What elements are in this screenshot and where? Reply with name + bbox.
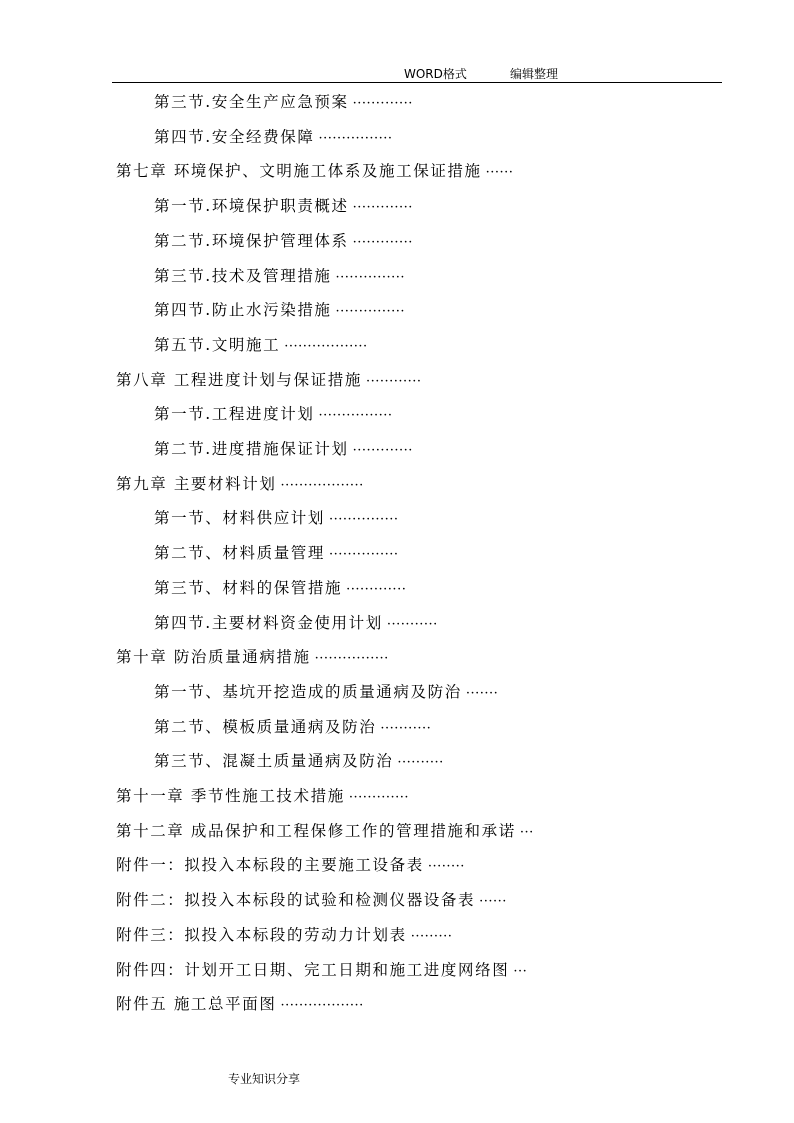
toc-entry-title: 第二节、材料质量管理 [154,544,326,563]
toc-entry-title: 附件二：拟投入本标段的试验和检测仪器设备表 [116,891,476,910]
toc-chapter-entry[interactable] [116,161,513,183]
toc-entry-leader-dots: ··············· [329,512,399,528]
toc-section-entry[interactable] [154,508,399,530]
toc-entry-title: 附件一：拟投入本标段的主要施工设备表 [116,856,424,875]
toc-entry-title: 第二节.环境保护管理体系 [154,231,349,250]
toc-section-entry[interactable] [154,300,405,322]
toc-chapter-entry[interactable] [116,855,465,877]
toc-entry-leader-dots: ··········· [380,720,432,736]
toc-chapter-entry[interactable] [116,786,409,808]
toc-entry-title: 第四节.防止水污染措施 [154,301,332,320]
toc-entry-leader-dots: ············· [352,200,413,216]
toc-entry-leader-dots: ··· [513,963,528,979]
toc-section-entry[interactable] [154,335,368,357]
toc-entry-leader-dots: ······ [479,894,507,910]
toc-entry-leader-dots: ············· [346,581,407,597]
toc-entry-leader-dots: ················ [318,408,393,424]
toc-entry-title: 第十一章 季节性施工技术措施 [116,787,345,805]
toc-entry-leader-dots: ·················· [280,998,364,1014]
toc-entry-title: 附件三：拟投入本标段的劳动力计划表 [116,925,407,944]
toc-section-entry[interactable] [154,613,438,635]
toc-entry-leader-dots: ··············· [335,269,406,285]
toc-chapter-entry[interactable] [116,370,422,392]
header-format-label: WORD格式 [404,67,467,81]
toc-section-entry[interactable] [154,543,399,565]
toc-entry-leader-dots: ············· [352,234,413,250]
toc-entry-title: 第九章 主要材料计划 [116,474,277,493]
toc-entry-title: 第二节.进度措施保证计划 [154,440,349,458]
toc-entry-title: 第一节.工程进度计划 [154,405,315,424]
toc-entry-leader-dots: ··· [519,824,534,840]
page-footer: 专业知识分享 [228,1072,301,1086]
toc-section-entry[interactable] [154,682,498,704]
toc-entry-title: 第一节.环境保护职责概述 [154,197,349,216]
toc-entry-title: 第三节.安全生产应急预案 [154,93,349,111]
toc-section-entry[interactable] [154,439,413,461]
toc-entry-title: 第一节、材料供应计划 [154,509,326,528]
toc-entry-leader-dots: ······ [485,165,514,181]
toc-entry-title: 附件五 施工总平面图 [116,995,277,1014]
toc-section-entry[interactable] [154,578,406,600]
toc-entry-leader-dots: ················ [318,130,393,146]
toc-entry-title: 附件四：计划开工日期、完工日期和施工进度网络图 [116,960,510,979]
toc-entry-leader-dots: ········· [410,928,453,944]
toc-section-entry[interactable] [154,404,393,426]
header-edit-label: 编辑整理 [510,67,559,81]
toc-chapter-entry[interactable] [116,474,364,496]
toc-section-entry[interactable] [154,231,413,253]
toc-entry-leader-dots: ··········· [386,616,438,632]
toc-entry-title: 第四节.主要材料资金使用计划 [154,613,383,632]
toc-entry-title: 第三节.技术及管理措施 [154,266,332,285]
toc-chapter-entry[interactable] [116,925,452,947]
toc-entry-title: 第十章 防治质量通病措施 [116,648,311,667]
page-header [112,64,722,83]
toc-chapter-entry[interactable] [116,647,389,669]
toc-entry-leader-dots: ············ [365,373,422,389]
toc-section-entry[interactable] [154,751,444,773]
toc-entry-leader-dots: ······· [465,685,499,701]
toc-entry-title: 第三节、材料的保管措施 [154,578,343,597]
toc-entry-leader-dots: ·················· [280,477,364,493]
toc-section-entry[interactable] [154,266,405,288]
toc-section-entry[interactable] [154,717,431,739]
toc-entry-leader-dots: ············· [352,96,413,111]
toc-entry-leader-dots: ··············· [335,304,406,320]
toc-entry-leader-dots: ·················· [284,338,368,354]
toc-entry-leader-dots: ········ [427,859,465,875]
toc-entry-title: 第一节、基坑开挖造成的质量通病及防治 [154,682,462,701]
toc-entry-leader-dots: ················ [314,651,389,667]
toc-chapter-entry[interactable] [116,960,527,982]
toc-entry-title: 第三节、混凝土质量通病及防治 [154,752,394,771]
toc-entry-leader-dots: ·········· [397,755,444,771]
toc-entry-title: 第八章 工程进度计划与保证措施 [116,370,362,389]
toc-section-entry[interactable] [154,92,413,114]
toc-chapter-entry[interactable] [116,994,364,1016]
toc-section-entry[interactable] [154,196,413,218]
toc-entry-leader-dots: ··············· [329,547,399,563]
toc-entry-title: 第七章 环境保护、文明施工体系及施工保证措施 [116,162,482,181]
toc-entry-title: 第五节.文明施工 [154,335,281,354]
toc-entry-title: 第四节.安全经费保障 [154,127,315,146]
toc-entry-title: 第二节、模板质量通病及防治 [154,717,377,736]
toc-entry-title: 第十二章 成品保护和工程保修工作的管理措施和承诺 [116,821,516,840]
toc-entry-leader-dots: ············· [348,790,410,805]
toc-chapter-entry[interactable] [116,821,534,843]
toc-section-entry[interactable] [154,127,393,149]
toc-entry-leader-dots: ············· [352,443,413,458]
toc-chapter-entry[interactable] [116,890,507,912]
